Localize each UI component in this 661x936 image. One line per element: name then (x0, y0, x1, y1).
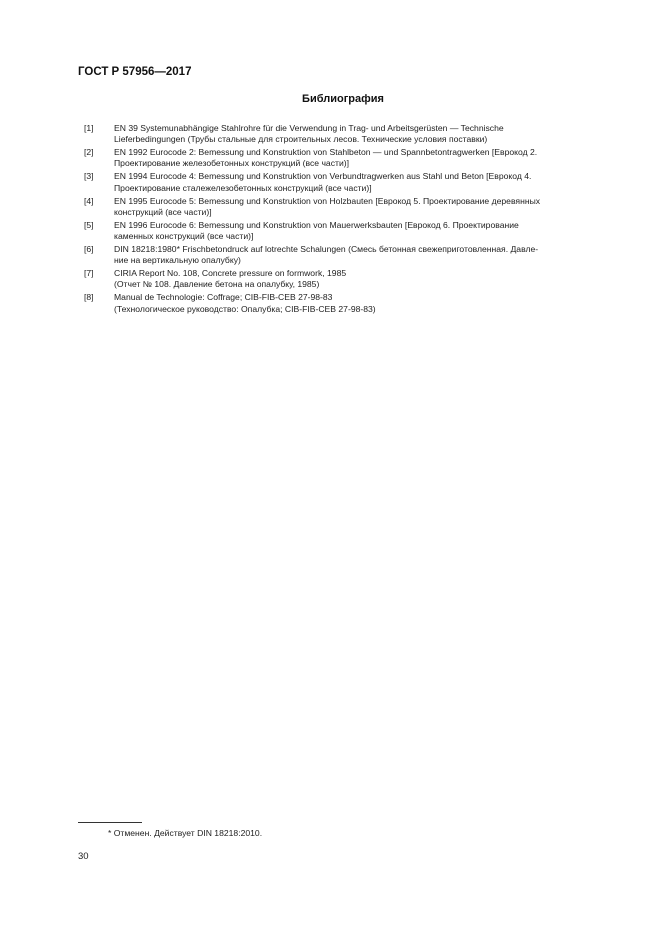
entry-number: [2] (84, 147, 94, 158)
entry-line: CIRIA Report No. 108, Concrete pressure on formwork, 1985 (114, 268, 347, 279)
entry-line: EN 1996 Eurocode 6: Bemessung und Konstruktion von Mauerwerksbauten [Еврокод 6. Проектирование (114, 219, 519, 230)
entry-line: EN 1992 Eurocode 2: Bemessung und Konstruktion von Stahlbeton — und Spannbetontragwerken [Еврокод 2. (114, 147, 538, 158)
entry-line: Lieferbedingungen (Трубы стальные для строительных лесов. Технические условия поставки) (114, 134, 488, 145)
footnote: * Отменен. Действует DIN 18218:2010. (108, 828, 263, 838)
entry-number: [1] (84, 123, 94, 133)
bibliography-entry (84, 292, 607, 315)
entry-line: Manual de Technologie: Coffrage; CIB-FIB-CEB 27-98-83 (114, 292, 333, 303)
entry-text (114, 268, 607, 291)
bibliography-entry (84, 220, 607, 243)
bibliography-entry (84, 196, 607, 219)
entry-number: [7] (84, 268, 94, 279)
entry-line: (Технологическое руководство: Опалубка; CIB-FIB-CEB 27-98-83) (114, 303, 376, 314)
entry-line: (Отчет № 108. Давление бетона на опалубку, 1985) (114, 279, 320, 290)
entry-text (114, 244, 607, 267)
entry-text (114, 123, 607, 146)
bibliography-entry (84, 171, 607, 194)
entry-line: Проектирование железобетонных конструкций (все части)] (114, 158, 349, 169)
entry-line: каменных конструкций (все части)] (114, 231, 254, 242)
section-title: Библиография (302, 93, 384, 105)
entry-line: EN 1995 Eurocode 5: Bemessung und Konstruktion von Holzbauten [Еврокод 5. Проектирование деревянных (114, 195, 541, 206)
bibliography-entry (84, 244, 607, 267)
entry-text (114, 147, 607, 170)
bibliography-entry (84, 123, 607, 146)
entry-line: конструкций (все части)] (114, 206, 212, 217)
document-header: ГОСТ Р 57956—2017 (78, 66, 192, 78)
entry-text (114, 196, 607, 219)
entry-number: [3] (84, 171, 94, 182)
entry-line: Проектирование сталежелезобетонных конструкций (все части)] (114, 182, 372, 193)
entry-text (114, 171, 607, 194)
bibliography-entry (84, 268, 607, 291)
entry-line: DIN 18218:1980* Frischbetondruck auf lotrechte Schalungen (Смесь бетонная свежеприготовленная. Давле- (114, 243, 539, 254)
entry-number: [4] (84, 195, 94, 206)
entry-number: [8] (84, 292, 94, 303)
bibliography-entry (84, 147, 607, 170)
entry-line: EN 1994 Eurocode 4: Bemessung und Konstruktion von Verbundtragwerken aus Stahl und Beton [Еврокод 4. (114, 171, 532, 182)
page-number: 30 (78, 851, 89, 862)
entry-text (114, 220, 607, 243)
footnote-divider (78, 822, 142, 823)
bibliography-list (84, 123, 607, 317)
entry-number: [6] (84, 243, 94, 254)
entry-line: EN 39 Systemunabhängige Stahlrohre für die Verwendung in Trag- und Arbeitsgerüsten — Technische (114, 123, 504, 133)
entry-number: [5] (84, 219, 94, 230)
entry-line: ние на вертикальную опалубку) (114, 255, 241, 266)
entry-text (114, 292, 607, 315)
